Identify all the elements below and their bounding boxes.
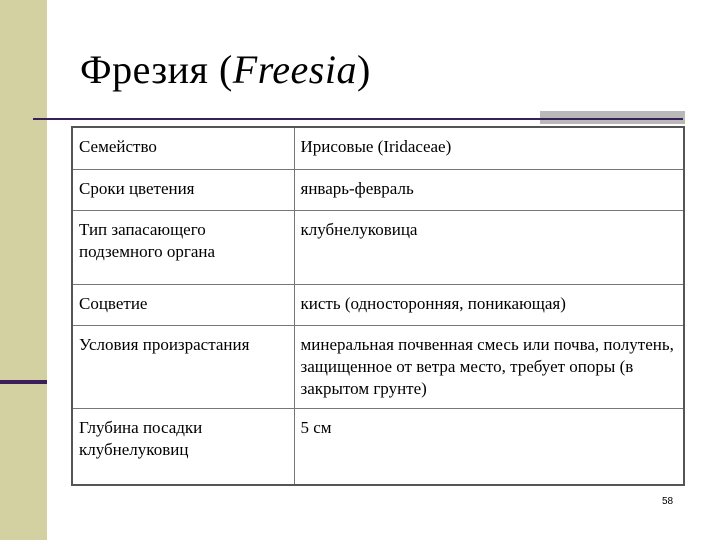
value-cell: 5 см xyxy=(294,408,684,485)
value-cell: кисть (односторонняя, поникающая) xyxy=(294,284,684,325)
value-cell: Ирисовые (Iridaceae) xyxy=(294,127,684,169)
table-row xyxy=(72,325,684,408)
title-rule xyxy=(33,118,683,120)
slide-title xyxy=(80,42,371,98)
property-cell: Сроки цветения xyxy=(72,169,294,210)
value-cell: минеральная почвенная смесь или почва, полутень, защищенное от ветра место, требует опоры (в закрытом грунте) xyxy=(294,325,684,408)
left-band-accent-line xyxy=(0,380,47,384)
left-decorative-band xyxy=(0,0,47,540)
property-cell: Глубина посадки клубнелуковиц xyxy=(72,408,294,485)
property-cell: Тип запасающего подземного органа xyxy=(72,210,294,284)
title-suffix: ) xyxy=(356,47,371,92)
title-latin-name: Freesia xyxy=(232,47,357,92)
property-cell: Условия произрастания xyxy=(72,325,294,408)
property-cell: Семейство xyxy=(72,127,294,169)
table-row xyxy=(72,284,684,325)
property-cell: Соцветие xyxy=(72,284,294,325)
table-row xyxy=(72,127,684,169)
title-prefix: Фрезия ( xyxy=(80,47,233,92)
page-number: 58 xyxy=(662,496,674,507)
table-row xyxy=(72,169,684,210)
table-row xyxy=(72,408,684,485)
table-row xyxy=(72,210,684,284)
properties-table xyxy=(71,126,685,486)
value-cell: январь-февраль xyxy=(294,169,684,210)
value-cell: клубнелуковица xyxy=(294,210,684,284)
